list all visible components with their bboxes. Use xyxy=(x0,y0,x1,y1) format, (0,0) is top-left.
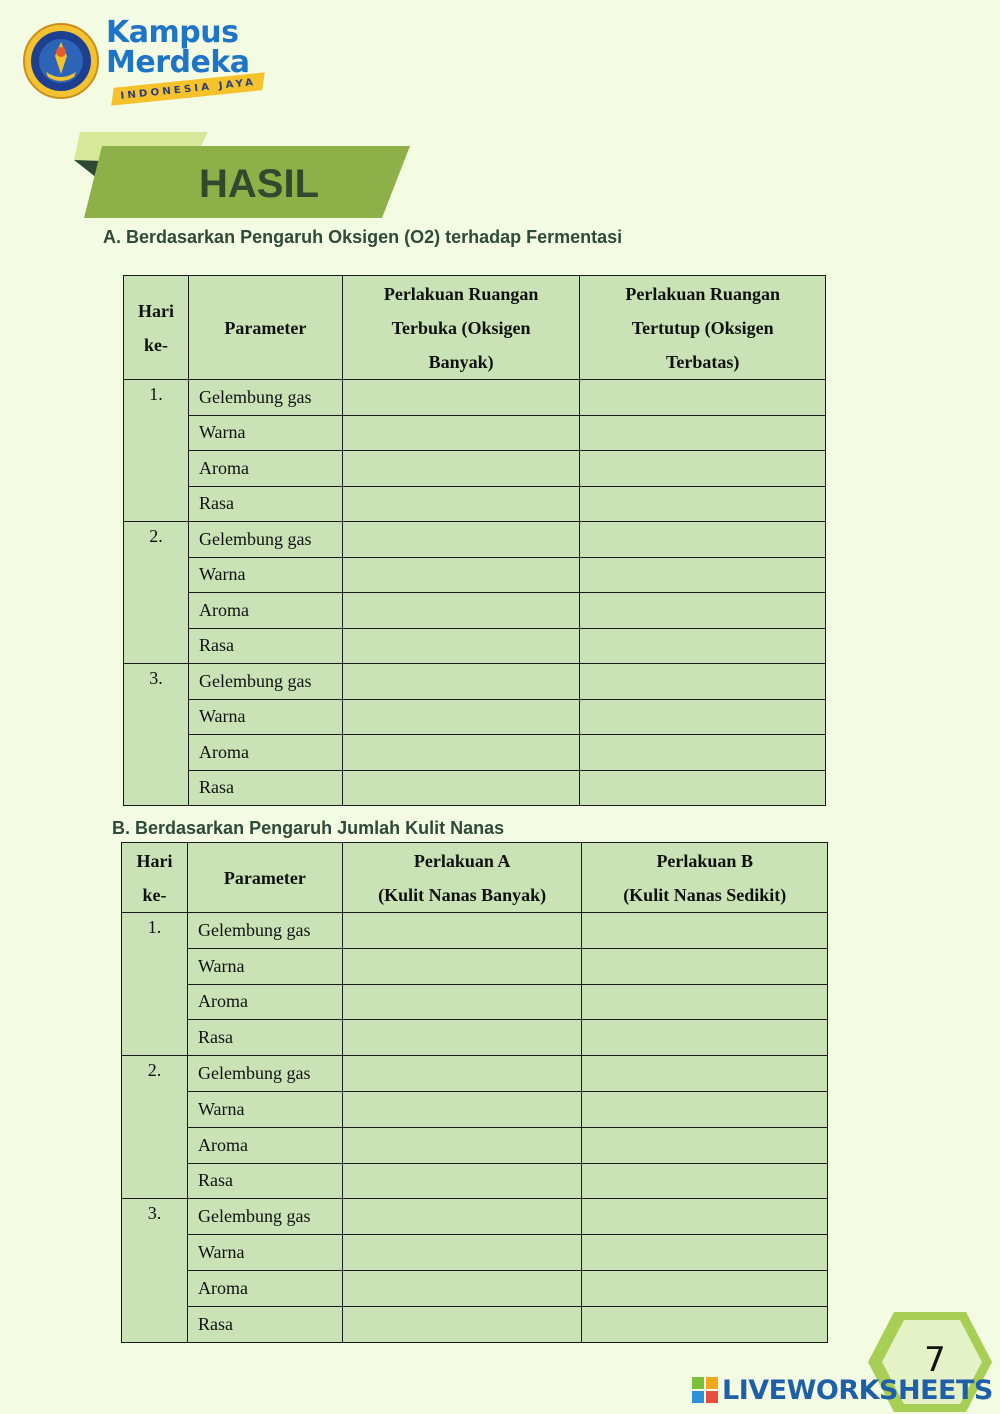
answer-cell-b[interactable] xyxy=(582,1091,828,1127)
header-closed-room: Perlakuan Ruangan Tertutup (Oksigen Terbatas) xyxy=(580,276,826,380)
parameter-cell: Rasa xyxy=(188,486,342,522)
day-cell: 3. xyxy=(122,1199,188,1342)
table-row xyxy=(122,984,828,1020)
answer-cell-b[interactable] xyxy=(582,984,828,1020)
answer-cell-a[interactable] xyxy=(342,1091,582,1127)
answer-cell-b[interactable] xyxy=(582,1056,828,1092)
answer-cell-b[interactable] xyxy=(582,1199,828,1235)
kampus-merdeka-logo xyxy=(106,15,266,104)
parameter-cell: Warna xyxy=(188,557,342,593)
table-row xyxy=(122,1056,828,1092)
parameter-cell: Gelembung gas xyxy=(188,522,342,558)
section-title: HASIL xyxy=(199,162,319,206)
brand-line2: Merdeka xyxy=(106,45,250,80)
header-treatment-a: Perlakuan A (Kulit Nanas Banyak) xyxy=(342,843,582,913)
answer-cell-a[interactable] xyxy=(342,1270,582,1306)
answer-cell-open[interactable] xyxy=(342,451,580,487)
answer-cell-open[interactable] xyxy=(342,380,580,416)
liveworksheets-mark-icon xyxy=(692,1377,718,1403)
answer-cell-b[interactable] xyxy=(582,1306,828,1342)
liveworksheets-text: LIVEWORKSHEETS xyxy=(722,1374,993,1406)
answer-cell-closed[interactable] xyxy=(580,593,826,629)
answer-cell-a[interactable] xyxy=(342,913,582,949)
answer-cell-b[interactable] xyxy=(582,1270,828,1306)
table-row xyxy=(122,1235,828,1271)
answer-cell-a[interactable] xyxy=(342,1127,582,1163)
answer-cell-closed[interactable] xyxy=(580,557,826,593)
header-day: Hari ke- xyxy=(122,843,188,913)
day-cell: 1. xyxy=(124,380,189,522)
answer-cell-a[interactable] xyxy=(342,984,582,1020)
day-cell: 3. xyxy=(124,664,189,806)
parameter-cell: Warna xyxy=(187,1091,342,1127)
answer-cell-closed[interactable] xyxy=(580,486,826,522)
table-row xyxy=(122,1306,828,1342)
header-day: Hari ke- xyxy=(124,276,189,380)
answer-cell-open[interactable] xyxy=(342,415,580,451)
page-number: 7 xyxy=(924,1340,946,1380)
table-row xyxy=(124,699,826,735)
table-row xyxy=(124,380,826,416)
table-header-row xyxy=(122,843,828,913)
answer-cell-open[interactable] xyxy=(342,770,580,806)
parameter-cell: Gelembung gas xyxy=(188,664,342,700)
parameter-cell: Aroma xyxy=(188,735,342,771)
answer-cell-a[interactable] xyxy=(342,948,582,984)
answer-cell-closed[interactable] xyxy=(580,380,826,416)
parameter-cell: Gelembung gas xyxy=(187,913,342,949)
header-open-room: Perlakuan Ruangan Terbuka (Oksigen Banyak) xyxy=(342,276,580,380)
parameter-cell: Gelembung gas xyxy=(187,1199,342,1235)
answer-cell-closed[interactable] xyxy=(580,451,826,487)
answer-cell-open[interactable] xyxy=(342,699,580,735)
table-row xyxy=(124,770,826,806)
answer-cell-closed[interactable] xyxy=(580,664,826,700)
table-row xyxy=(124,451,826,487)
answer-cell-b[interactable] xyxy=(582,948,828,984)
answer-cell-closed[interactable] xyxy=(580,522,826,558)
parameter-cell: Gelembung gas xyxy=(188,380,342,416)
parameter-cell: Aroma xyxy=(188,451,342,487)
parameter-cell: Warna xyxy=(187,948,342,984)
parameter-cell: Rasa xyxy=(187,1163,342,1199)
day-cell: 2. xyxy=(122,1056,188,1199)
answer-cell-a[interactable] xyxy=(342,1163,582,1199)
answer-cell-open[interactable] xyxy=(342,593,580,629)
table-row xyxy=(124,628,826,664)
answer-cell-open[interactable] xyxy=(342,628,580,664)
answer-cell-open[interactable] xyxy=(342,522,580,558)
brand-tagline: INDONESIA JAYA xyxy=(119,76,257,102)
parameter-cell: Aroma xyxy=(187,984,342,1020)
university-seal-logo xyxy=(22,22,100,100)
parameter-cell: Warna xyxy=(187,1235,342,1271)
parameter-cell: Gelembung gas xyxy=(187,1056,342,1092)
header-treatment-b: Perlakuan B (Kulit Nanas Sedikit) xyxy=(582,843,828,913)
table-row xyxy=(124,415,826,451)
answer-cell-a[interactable] xyxy=(342,1235,582,1271)
parameter-cell: Rasa xyxy=(188,628,342,664)
table-row xyxy=(122,1127,828,1163)
answer-cell-open[interactable] xyxy=(342,735,580,771)
answer-cell-open[interactable] xyxy=(342,557,580,593)
liveworksheets-logo xyxy=(692,1374,993,1406)
table-row xyxy=(122,1163,828,1199)
table-row xyxy=(124,557,826,593)
answer-cell-a[interactable] xyxy=(342,1199,582,1235)
table-row xyxy=(122,948,828,984)
parameter-cell: Warna xyxy=(188,699,342,735)
answer-cell-b[interactable] xyxy=(582,1235,828,1271)
section-b-heading: B. Berdasarkan Pengaruh Jumlah Kulit Nanas xyxy=(112,818,505,838)
parameter-cell: Aroma xyxy=(187,1127,342,1163)
day-cell: 2. xyxy=(124,522,189,664)
answer-cell-b[interactable] xyxy=(582,1127,828,1163)
answer-cell-closed[interactable] xyxy=(580,628,826,664)
table-row xyxy=(124,593,826,629)
table-row xyxy=(124,664,826,700)
answer-cell-a[interactable] xyxy=(342,1306,582,1342)
parameter-cell: Aroma xyxy=(187,1270,342,1306)
answer-cell-b[interactable] xyxy=(582,913,828,949)
answer-cell-b[interactable] xyxy=(582,1163,828,1199)
table-row xyxy=(122,913,828,949)
parameter-cell: Rasa xyxy=(187,1306,342,1342)
table-row xyxy=(124,486,826,522)
day-cell: 1. xyxy=(122,913,188,1056)
answer-cell-open[interactable] xyxy=(342,664,580,700)
table-row xyxy=(124,735,826,771)
answer-cell-closed[interactable] xyxy=(580,415,826,451)
table-pineapple-peel-effect xyxy=(121,842,828,1343)
answer-cell-closed[interactable] xyxy=(580,735,826,771)
parameter-cell: Rasa xyxy=(188,770,342,806)
table-oxygen-effect xyxy=(123,275,826,806)
answer-cell-open[interactable] xyxy=(342,486,580,522)
parameter-cell: Warna xyxy=(188,415,342,451)
table-row xyxy=(122,1199,828,1235)
parameter-cell: Rasa xyxy=(187,1020,342,1056)
table-row xyxy=(124,522,826,558)
header-parameter: Parameter xyxy=(187,843,342,913)
table-row xyxy=(122,1020,828,1056)
brand-line1: Kampus xyxy=(106,15,239,50)
table-header-row xyxy=(124,276,826,380)
answer-cell-b[interactable] xyxy=(582,1020,828,1056)
answer-cell-a[interactable] xyxy=(342,1056,582,1092)
answer-cell-a[interactable] xyxy=(342,1020,582,1056)
table-row xyxy=(122,1270,828,1306)
answer-cell-closed[interactable] xyxy=(580,770,826,806)
table-row xyxy=(122,1091,828,1127)
answer-cell-closed[interactable] xyxy=(580,699,826,735)
section-a-heading: A. Berdasarkan Pengaruh Oksigen (O2) terhadap Fermentasi xyxy=(103,227,623,247)
header-parameter: Parameter xyxy=(188,276,342,380)
parameter-cell: Aroma xyxy=(188,593,342,629)
